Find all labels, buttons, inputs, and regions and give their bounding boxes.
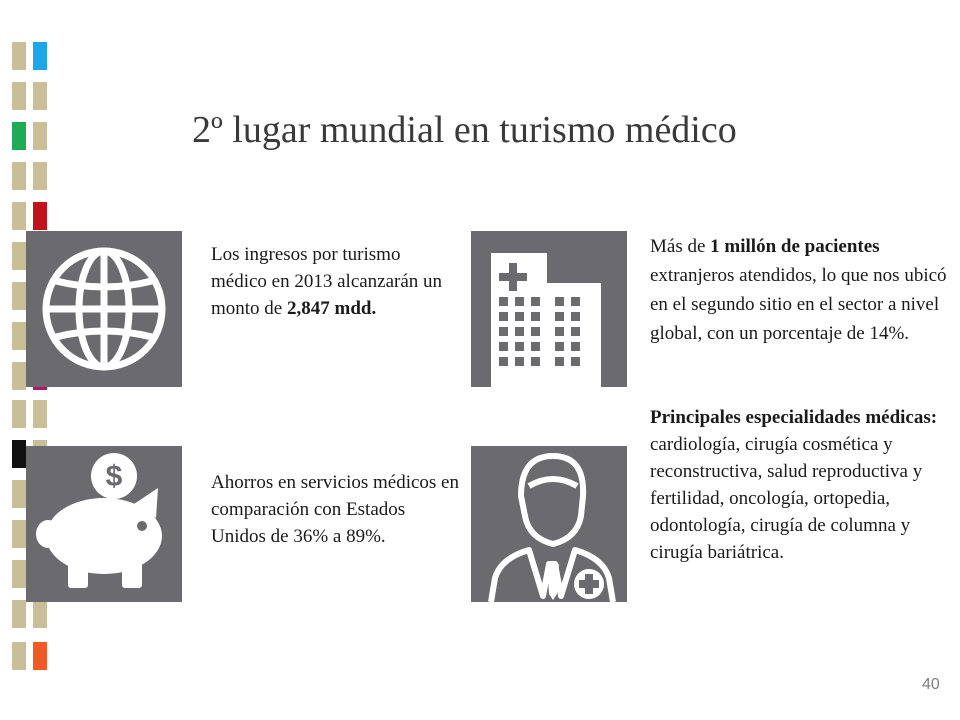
savings-text: Ahorros en servicios médicos en comparación con Estados Unidos de 36% a 89%. [211, 472, 459, 547]
globe-tile [26, 231, 182, 387]
revenue-text-plain: Los ingresos por turismo médico en 2013 alcanzarán un monto de [211, 244, 443, 319]
decor-square [12, 480, 26, 508]
patients-text [650, 232, 950, 348]
decor-square [12, 362, 26, 390]
specialties-list: cardiología, cirugía cosmética y reconstructiva, salud reproductiva y fertilidad, oncología, ortopedia, odontología, cirugía de columna y [650, 434, 923, 536]
patients-text-pre: Más de [650, 236, 711, 257]
decor-square [33, 42, 47, 70]
decor-square [12, 242, 26, 270]
decor-square [12, 520, 26, 548]
decor-square [33, 122, 47, 150]
decor-square [33, 162, 47, 190]
specialties-heading: Principales especialidades médicas: [650, 407, 938, 428]
doctor-icon [471, 446, 627, 602]
decor-square [12, 42, 26, 70]
page-number: 40 [922, 676, 940, 693]
revenue-text [211, 241, 461, 322]
decor-square [33, 82, 47, 110]
decor-square [12, 202, 26, 230]
decor-square [33, 600, 47, 628]
decor-square [12, 282, 26, 310]
decor-square [12, 560, 26, 588]
decor-square [12, 82, 26, 110]
decor-square [12, 122, 26, 150]
piggy-bank-icon [26, 446, 182, 602]
revenue-amount: 2,847 mdd. [287, 298, 377, 319]
decor-square [33, 202, 47, 230]
decor-square [12, 162, 26, 190]
patients-count: 1 millón de pacientes [710, 236, 880, 257]
decor-square [12, 440, 26, 468]
decor-square [33, 400, 47, 428]
piggy-bank-tile [26, 446, 182, 602]
specialties-last-line: cirugía bariátrica. [650, 542, 784, 563]
decor-square [12, 600, 26, 628]
doctor-tile [471, 446, 627, 602]
decor-square [12, 400, 26, 428]
decor-square [33, 642, 47, 670]
hospital-building-icon [471, 231, 627, 387]
specialties-block [650, 404, 950, 566]
svg-text:$: $ [105, 460, 123, 493]
patients-text-post: extranjeros atendidos, lo que nos ubicó en el segundo sitio en el sector a nivel global, con un porcentaje de 14%. [650, 265, 947, 344]
decor-square [12, 322, 26, 350]
globe-icon [26, 231, 182, 387]
slide-title: 2º lugar mundial en turismo médico [192, 109, 737, 151]
decor-square [12, 642, 26, 670]
hospital-tile [471, 231, 627, 387]
